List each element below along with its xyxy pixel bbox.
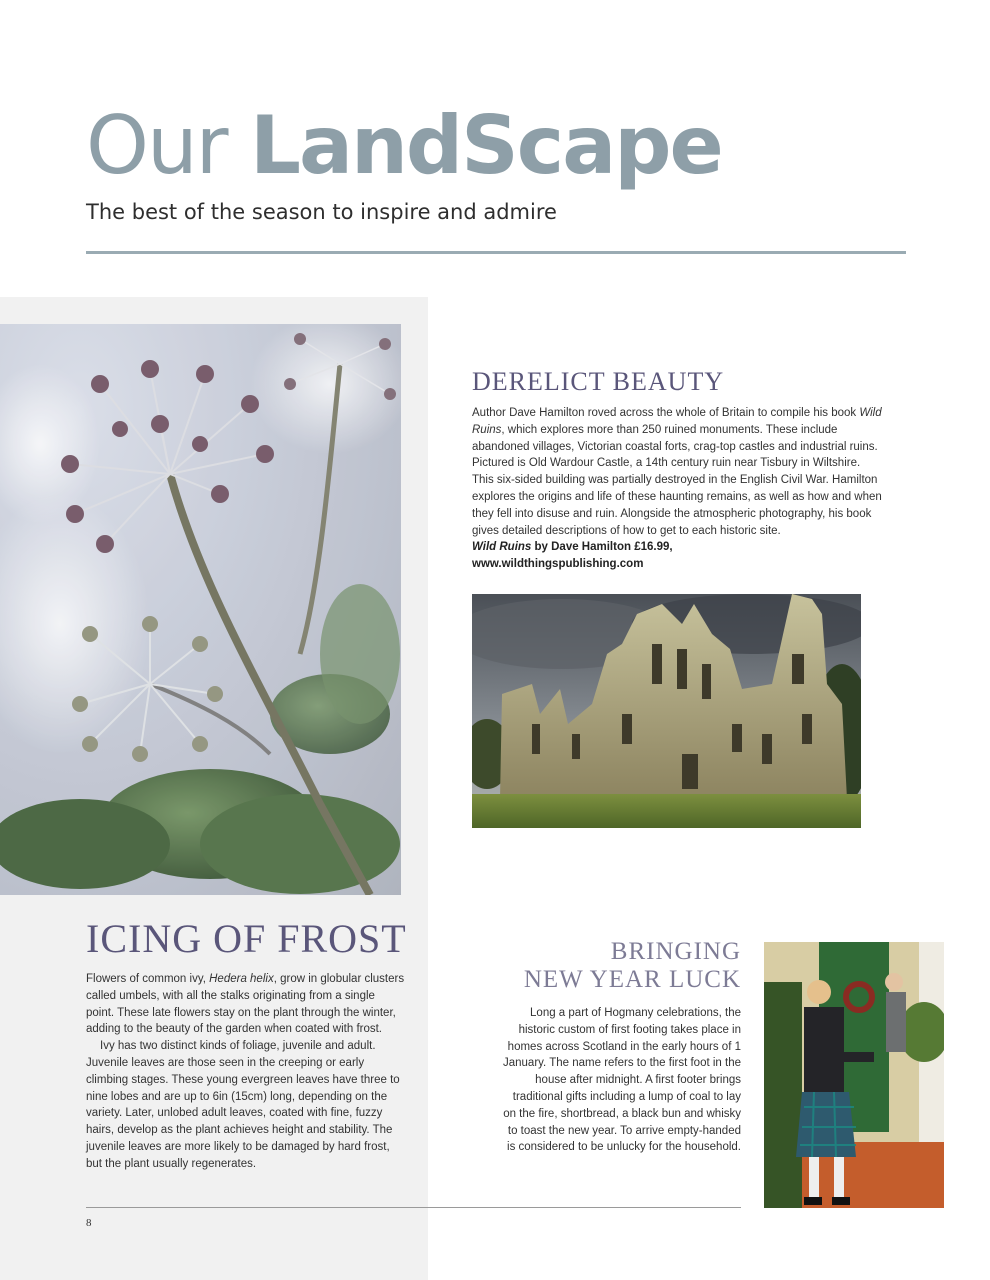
- text-span: Author Dave Hamilton roved across the whole of Britain to compile his book: [472, 407, 860, 419]
- frost-heading: ICING OF FROST: [86, 916, 407, 961]
- book-title: Wild Ruins: [472, 407, 882, 436]
- heading-line-2: NEW YEAR LUCK: [523, 966, 741, 993]
- title-bold: LandScape: [250, 99, 722, 192]
- masthead: [86, 98, 906, 224]
- text-span: , grow in globular clusters called umbels, with all the stalks originating from a single point. These late flowers stay on the plant through the winter, adding to the beauty of the garden when coated with frost.: [86, 973, 405, 1036]
- footer-divider: [86, 1207, 741, 1208]
- page-number: 8: [86, 1217, 92, 1229]
- derelict-heading: DERELICT BEAUTY: [472, 367, 725, 396]
- castle-ruin-photo: [472, 594, 861, 828]
- magazine-section-title: [86, 98, 906, 194]
- derelict-paragraph: [472, 405, 882, 539]
- text-span: , which explores more than 250 ruined monuments. These include abandoned villages, Victorian coastal forts, crag-top castles and industrial ruins. Pictured is Old Wardour Castle, a 14th century ruin near Tisbury in Wiltshire. This six-sided building was partially destroyed in the English Civil War. Hamilton explores the origins and life of these haunting remains, as well as how and when they fell into disuse and ruin. Alongside the atmospheric photography, his book gives detailed descriptions of how to get to each historic site.: [472, 423, 882, 537]
- new-year-luck-body: Long a part of Hogmany celebrations, the historic custom of first footing takes place in homes across Scotland in the early hours of 1 January. The name refers to the first foot in the house after midnight. A first footer brings traditional gifts including a lump of coal to lay on the fire, shortbread, a black bun and whisky to toast the new year. To arrive empty-handed is considered to be unlucky for the household.: [502, 1007, 741, 1154]
- first-footing-photo: [764, 942, 944, 1208]
- frost-article-body: [86, 971, 406, 1173]
- new-year-luck-heading: [500, 938, 741, 994]
- frost-paragraph-1: [86, 971, 406, 1038]
- book-credit: [472, 539, 882, 556]
- derelict-article-body: [472, 405, 882, 573]
- section-subtitle: The best of the season to inspire and admire: [86, 200, 557, 224]
- title-light: Our: [86, 99, 250, 192]
- credit-price: by Dave Hamilton £16.99,: [531, 541, 673, 554]
- heading-line-1: BRINGING: [610, 938, 741, 965]
- text-span: Flowers of common ivy,: [86, 973, 210, 985]
- credit-book-title: Wild Ruins: [472, 541, 532, 554]
- header-divider: [86, 251, 906, 254]
- latin-name: Hedera helix: [209, 973, 274, 985]
- frost-paragraph-2: Ivy has two distinct kinds of foliage, juvenile and adult. Juvenile leaves are those seen in the creeping or early climbing stages. These young evergreen leaves have three to nine lobes and are up to 6in (15cm) long, depending on the variety. Later, unlobed adult leaves, coated with fine, fuzzy hairs, develop as the plant achieves height and stability. The juvenile leaves are more likely to be damaged by hard frost, but the plant usually regenerates.: [86, 1040, 400, 1170]
- publisher-url: www.wildthingspublishing.com: [472, 558, 644, 571]
- frosted-ivy-photo: [0, 324, 401, 895]
